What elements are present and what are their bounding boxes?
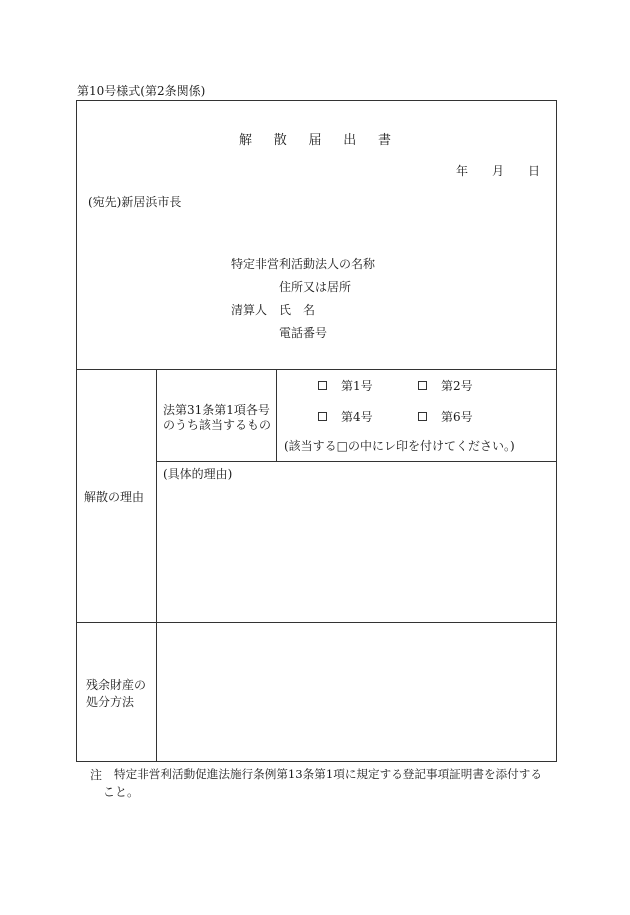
document-title: 解 散 届 出 書 [239,133,391,148]
reason-divider [76,622,557,623]
date-day: 日 [528,164,541,178]
residual-property-heading-line2: 処分方法 [86,695,135,709]
addressee: (宛先)新居浜市長 [88,195,182,209]
law-clause-label-line2: のうち該当するもの [163,418,272,432]
section-heading-divider [156,369,157,762]
org-name-label: 特定非営利活動法人の名称 [231,257,376,271]
footnote-mark: 注 [90,768,103,782]
option-label: 第2号 [441,378,473,393]
checkbox-icon[interactable] [418,381,427,390]
option-label: 第6号 [441,409,473,424]
law-column-divider [276,369,277,461]
option-label: 第1号 [341,378,373,393]
header-divider [76,369,557,370]
law-clause-label-line1: 法第31条第1項各号 [163,403,270,417]
residual-property-heading-line1: 残余財産の [86,678,147,692]
name-label: 氏 名 [279,303,316,317]
date-month: 月 [492,164,505,178]
checkbox-instruction: (該当する□の中にレ印を付けてください。) [284,439,515,453]
option-6[interactable] [418,409,473,423]
dissolution-reason-heading: 解散の理由 [84,490,145,504]
checkbox-icon[interactable] [418,412,427,421]
option-2[interactable] [418,378,473,392]
option-4[interactable] [318,409,373,423]
liquidator-label: 清算人 [231,303,268,317]
footnote-text-continued: こと。 [103,785,140,799]
option-1[interactable] [318,378,373,392]
option-label: 第4号 [341,409,373,424]
phone-label: 電話番号 [279,326,328,340]
checkbox-icon[interactable] [318,412,327,421]
checkbox-icon[interactable] [318,381,327,390]
law-divider [156,461,557,462]
date-year: 年 [456,164,469,178]
form-number: 第10号様式(第2条関係) [77,84,206,98]
address-label: 住所又は居所 [279,280,352,294]
specific-reason-label: (具体的理由) [163,467,233,481]
footnote-text: 特定非営利活動促進法施行条例第13条第1項に規定する登記事項証明書を添付する [114,767,542,781]
